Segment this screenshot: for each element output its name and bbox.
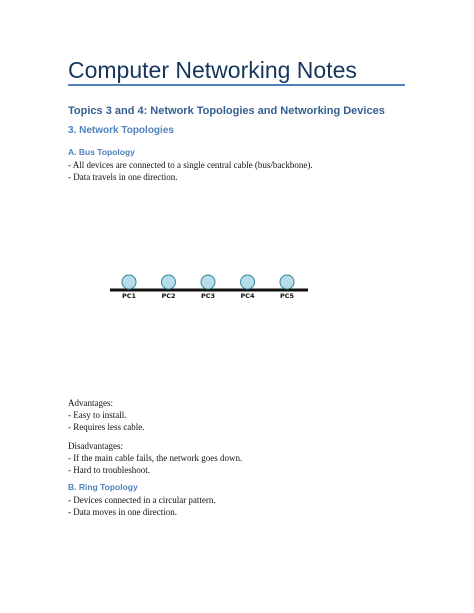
pc-node-icon (201, 275, 215, 289)
pc-node-icon (241, 275, 255, 289)
pc-node-icon (280, 275, 294, 289)
document-title: Computer Networking Notes (68, 57, 357, 83)
section-heading-topics: Topics 3 and 4: Network Topologies and Networking Devices (68, 105, 385, 117)
disadvantage-item-1: - If the main cable fails, the network goes down. (68, 453, 243, 463)
subheading-bus-topology: A. Bus Topology (68, 147, 135, 157)
ring-line-1: - Devices connected in a circular pattern. (68, 495, 216, 505)
disadvantages-heading: Disadvantages: (68, 441, 123, 451)
bus-nodes (122, 275, 295, 300)
pc-node-label: PC5 (279, 292, 295, 300)
advantage-item-1: - Easy to install. (68, 410, 127, 420)
advantage-item-2: - Requires less cable. (68, 422, 145, 432)
subheading-ring-topology: B. Ring Topology (68, 482, 138, 492)
section-heading-network-topologies: 3. Network Topologies (68, 125, 174, 136)
advantages-heading: Advantages: (68, 398, 113, 408)
pc-node-icon (162, 275, 176, 289)
pc-node-label: PC4 (240, 292, 255, 300)
bus-line-1: - All devices are connected to a single central cable (bus/backbone). (68, 160, 313, 170)
pc-node-icon (122, 275, 136, 289)
pc-node-label: PC3 (200, 292, 216, 300)
disadvantage-item-2: - Hard to troubleshoot. (68, 465, 150, 475)
ring-line-2: - Data moves in one direction. (68, 507, 177, 517)
pc-node-label: PC2 (161, 292, 176, 300)
bus-line-2: - Data travels in one direction. (68, 172, 178, 182)
pc-node-label: PC1 (121, 292, 137, 300)
